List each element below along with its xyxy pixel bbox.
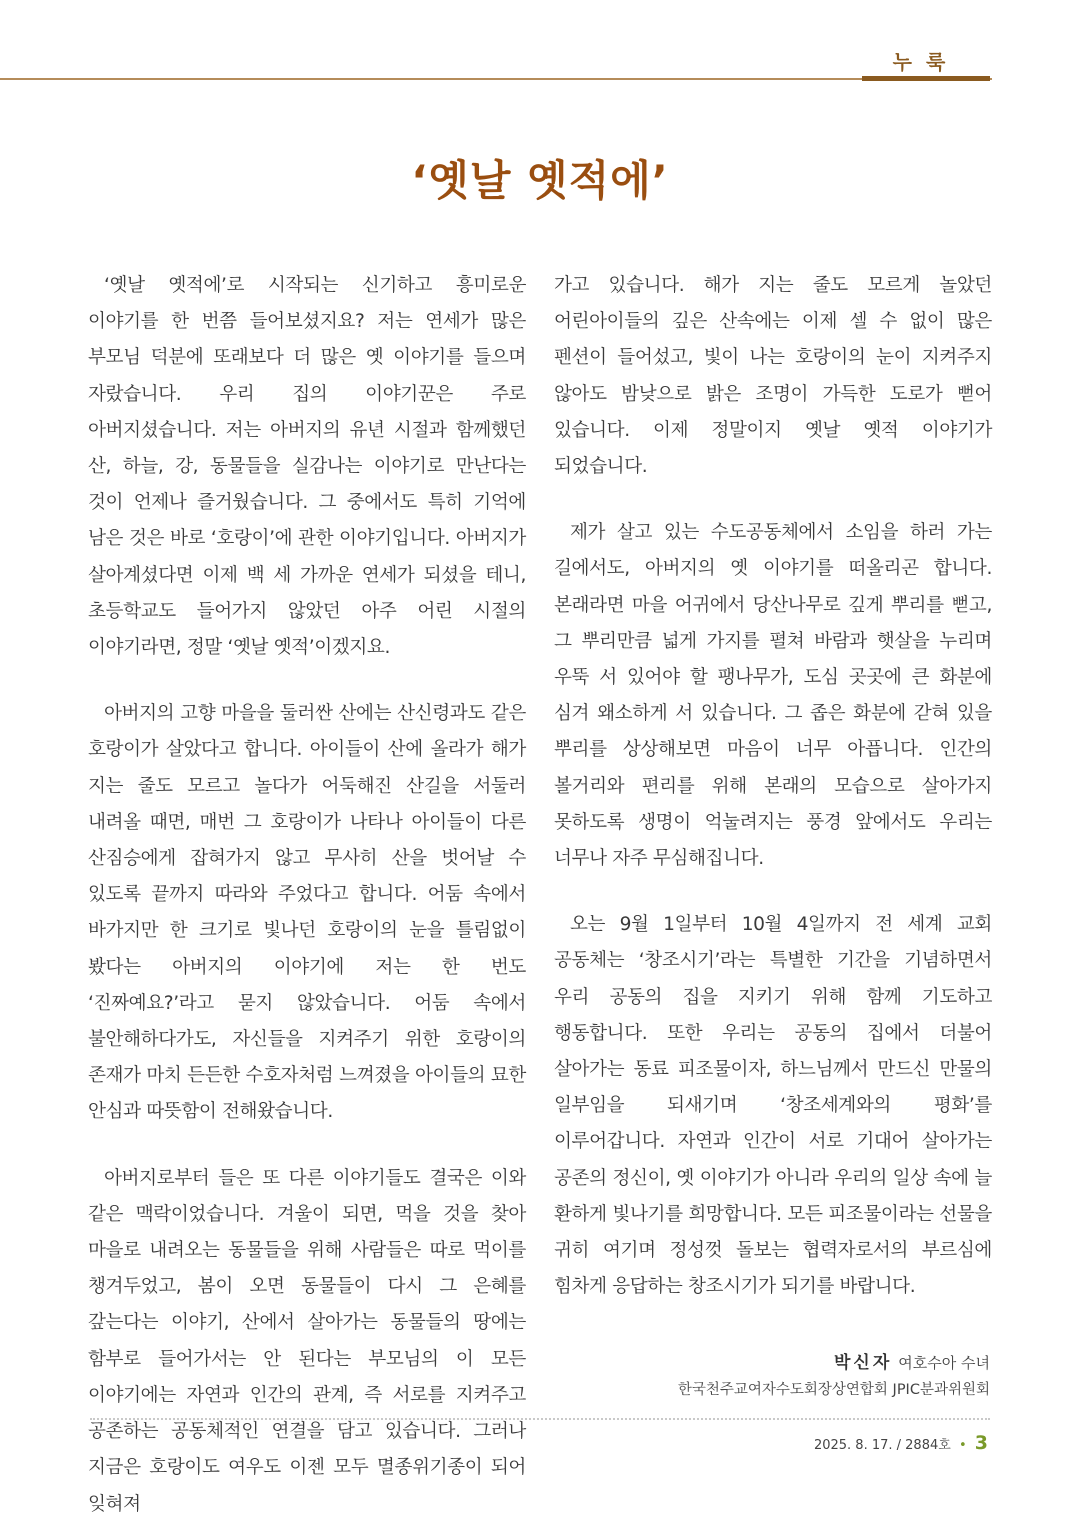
author-name: 박신자 — [834, 1353, 893, 1373]
paragraph: 아버지의 고향 마을을 둘러싼 산에는 산신령과도 같은 호랑이가 살았다고 합니다. 아이들이 산에 올라가 해가 지는 줄도 모르고 놀다가 어둑해진 산길을 서둘러 내려올 때면, 매번 그 호랑이가 나타나 아이들이 다른 산짐승에게 잡혀가지 않고 무사히 산을 벗어날 수 있도록 끝까지 따라와 주었다고 합니다. 어둠 속에서 바가지만 한 크기로 빛나던 호랑이의 눈을 틀림없이 봤다는 아버지의 이야기에 저는 한 번도 ‘진짜예요?’라고 묻지 않았습니다. 어둠 속에서 불안해하다가도, 자신들을 지켜주기 위한 호랑이의 존재가 마치 든든한 수호자처럼 느껴졌을 아이들의 묘한 안심과 따뜻함이 전해왔습니다. — [88, 703, 526, 1123]
author-role: 여호수아 수녀 — [898, 1354, 990, 1372]
footer-divider — [90, 1418, 990, 1420]
article-right-column — [554, 268, 992, 1305]
paragraph: 가고 있습니다. 해가 지는 줄도 모르게 놀았던 어린아이들의 깊은 산속에는 이제 셀 수 없이 많은 펜션이 들어섰고, 빛이 나는 호랑이의 눈이 지켜주지 않아도 밤낮으로 밝은 조명이 가득한 도로가 뻗어 있습니다. 이제 정말이지 옛날 옛적 이야기가 되었습니다. — [554, 275, 992, 478]
paragraph: ‘옛날 옛적에’로 시작되는 신기하고 흥미로운 이야기를 한 번쯤 들어보셨지요? 저는 연세가 많은 부모님 덕분에 또래보다 더 많은 옛 이야기를 들으며 자랐습니다. 우리 집의 이야기꾼은 주로 아버지셨습니다. 저는 아버지의 유년 시절과 함께했던 산, 하늘, 강, 동물들을 실감나는 이야기로 만난다는 것이 언제나 즐거웠습니다. 그 중에서도 특히 기억에 남은 것은 바로 ‘호랑이’에 관한 이야기입니다. 아버지가 살아계셨다면 이제 백 세 가까운 연세가 되셨을 테니, 초등학교도 들어가지 않았던 아주 어린 시절의 이야기라면, 정말 ‘옛날 옛적’이겠지요. — [88, 275, 526, 659]
author-block — [678, 1350, 990, 1404]
page-number: 3 — [974, 1432, 988, 1454]
article-title: ‘옛날 옛적에’ — [411, 156, 669, 205]
page-footer — [814, 1432, 988, 1454]
article-left-column — [88, 268, 526, 1523]
author-organization: 한국천주교여자수도회장상연합회 JPIC분과위원회 — [677, 1382, 990, 1398]
paragraph: 오는 9월 1일부터 10월 4일까지 전 세계 교회 공동체는 ‘창조시기’라는 특별한 기간을 기념하면서 우리 공동의 집을 지키기 위해 함께 기도하고 행동합니다. 또한 우리는 공동의 집에서 더불어 살아가는 동료 피조물이자, 하느님께서 만드신 만물의 일부임을 되새기며 ‘창조세계와의 평화’를 이루어갑니다. 자연과 인간이 서로 기대어 살아가는 공존의 정신이, 옛 이야기가 아니라 우리의 일상 속에 늘 환하게 빛나기를 희망합니다. 모든 피조물이라는 선물을 귀히 여기며 정성껏 돌보는 협력자로서의 부르심에 힘차게 응답하는 창조시기가 되기를 바랍니다. — [554, 914, 992, 1298]
section-label: 누룩 — [892, 50, 960, 74]
footer-bullet: • — [958, 1438, 967, 1453]
paragraph: 제가 살고 있는 수도공동체에서 소임을 하러 가는 길에서도, 아버지의 옛 이야기를 떠올리곤 합니다. 본래라면 마을 어귀에서 당산나무로 깊게 뿌리를 뻗고, 그 뿌리만큼 넓게 가지를 펼쳐 바람과 햇살을 누리며 우뚝 서 있어야 할 팽나무가, 도심 곳곳에 큰 화분에 심겨 왜소하게 서 있습니다. 그 좁은 화분에 갇혀 있을 뿌리를 상상해보면 마음이 너무 아픕니다. 인간의 볼거리와 편리를 위해 본래의 모습으로 살아가지 못하도록 생명이 억눌려지는 풍경 앞에서도 우리는 너무나 자주 무심해집니다. — [554, 522, 992, 870]
issue-date: 2025. 8. 17. / 2884호 — [813, 1438, 951, 1453]
paragraph: 아버지로부터 들은 또 다른 이야기들도 결국은 이와 같은 맥락이었습니다. 겨울이 되면, 먹을 것을 찾아 마을로 내려오는 동물들을 위해 사람들은 따로 먹이를 챙겨두었고, 봄이 오면 동물들이 다시 그 은혜를 갚는다는 이야기, 산에서 살아가는 동물들의 땅에는 함부로 들어가서는 안 된다는 부모님의 이 모든 이야기에는 자연과 인간의 관계, 즉 서로를 지켜주고 공존하는 공동체적인 연결을 담고 있습니다. 그러나 지금은 호랑이도 여우도 이젠 모두 멸종위기종이 되어 잊혀져 — [88, 1167, 526, 1515]
section-underline — [862, 76, 990, 81]
header-rule — [0, 78, 992, 80]
section-header — [862, 40, 990, 78]
